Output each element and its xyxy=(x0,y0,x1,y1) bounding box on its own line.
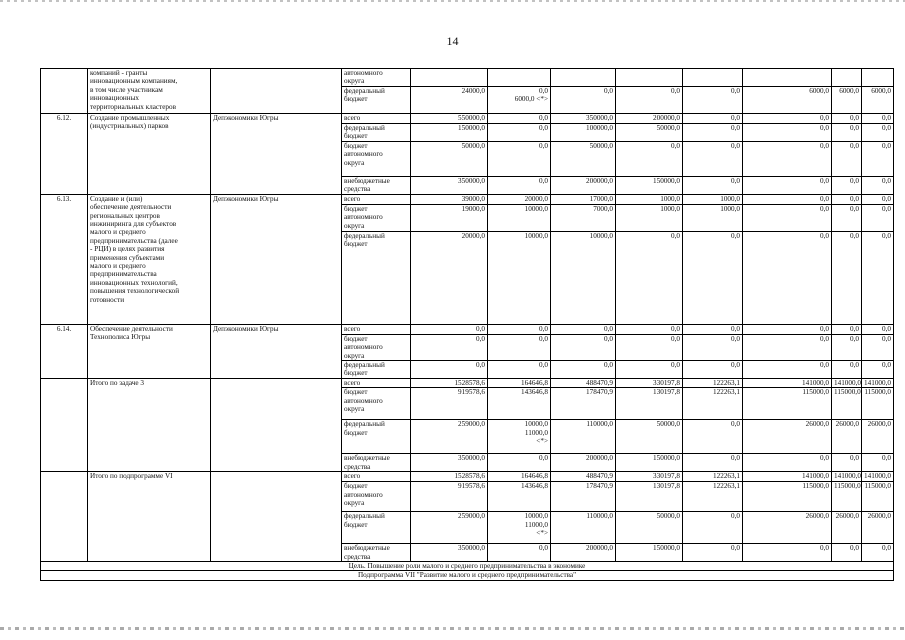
value-cell: 0,0 xyxy=(683,114,743,124)
value-cell: 0,0 xyxy=(551,334,616,360)
value-cell: 0,0 xyxy=(411,334,488,360)
value-cell: 115000,0 xyxy=(862,388,894,420)
executor-cell xyxy=(211,69,342,114)
value-cell: 0,0 xyxy=(832,231,862,324)
funding-source-cell: федеральный бюджет xyxy=(342,124,411,142)
value-cell: 143646,8 xyxy=(488,388,551,420)
value-cell: 1000,0 xyxy=(616,194,683,204)
funding-source-cell: бюджет автономного округа xyxy=(342,482,411,512)
value-cell: 0,0 xyxy=(743,544,832,562)
value-cell: 115000,0 xyxy=(832,482,862,512)
value-cell: 0,0 xyxy=(832,544,862,562)
item-number-cell: 6.14. xyxy=(41,324,88,378)
value-cell: 122263,1 xyxy=(683,388,743,420)
value-cell: 26000,0 xyxy=(832,512,862,544)
value-cell: 0,0 xyxy=(683,87,743,114)
value-cell: 0,0 xyxy=(743,176,832,194)
value-cell: 0,0 xyxy=(743,454,832,472)
value-cell: 0,0 xyxy=(683,324,743,334)
value-cell: 0,0 xyxy=(862,141,894,176)
funding-source-cell: внебюджетные средства xyxy=(342,454,411,472)
value-cell: 488470,9 xyxy=(551,379,616,388)
value-cell: 19000,0 xyxy=(411,204,488,231)
subprogram-row xyxy=(41,571,894,580)
value-cell: 0,0 xyxy=(832,141,862,176)
funding-source-cell: всего xyxy=(342,379,411,388)
value-cell: 200000,0 xyxy=(551,176,616,194)
item-name-cell: Итого по задаче 3 xyxy=(88,379,211,472)
item-number-cell xyxy=(41,472,88,562)
value-cell: 10000,0 11000,0 <*> xyxy=(488,420,551,454)
value-cell: 26000,0 xyxy=(862,420,894,454)
table-row xyxy=(41,194,894,204)
value-cell: 143646,8 xyxy=(488,482,551,512)
value-cell: 110000,0 xyxy=(551,512,616,544)
value-cell: 0,0 xyxy=(743,141,832,176)
subprogram-title: Подпрограмма VII "Развитие малого и среднего предпринимательства" xyxy=(41,571,894,580)
value-cell: 1528578,6 xyxy=(411,472,488,482)
value-cell: 0,0 xyxy=(616,334,683,360)
scan-edge-bottom xyxy=(0,627,905,630)
value-cell: 0,0 6000,0 <*> xyxy=(488,87,551,114)
value-cell: 115000,0 xyxy=(862,482,894,512)
funding-source-cell: бюджет автономного округа xyxy=(342,141,411,176)
executor-cell xyxy=(211,472,342,562)
value-cell: 0,0 xyxy=(488,141,551,176)
value-cell xyxy=(616,69,683,87)
value-cell: 26000,0 xyxy=(832,420,862,454)
funding-source-cell: бюджет автономного округа xyxy=(342,334,411,360)
value-cell: 50000,0 xyxy=(551,141,616,176)
value-cell: 0,0 xyxy=(551,87,616,114)
value-cell: 0,0 xyxy=(862,334,894,360)
table-row xyxy=(41,472,894,482)
value-cell: 10000,0 xyxy=(488,231,551,324)
value-cell xyxy=(862,69,894,87)
value-cell: 122263,1 xyxy=(683,482,743,512)
value-cell: 0,0 xyxy=(743,124,832,142)
value-cell: 0,0 xyxy=(862,204,894,231)
value-cell: 150000,0 xyxy=(411,124,488,142)
value-cell: 141000,0 xyxy=(832,379,862,388)
value-cell: 6000,0 xyxy=(743,87,832,114)
value-cell: 0,0 xyxy=(683,361,743,379)
value-cell xyxy=(411,69,488,87)
value-cell xyxy=(551,69,616,87)
value-cell: 0,0 xyxy=(683,176,743,194)
value-cell: 0,0 xyxy=(862,114,894,124)
funding-source-cell: федеральный бюджет xyxy=(342,361,411,379)
value-cell: 141000,0 xyxy=(743,472,832,482)
value-cell: 0,0 xyxy=(832,324,862,334)
value-cell: 24000,0 xyxy=(411,87,488,114)
value-cell: 178470,9 xyxy=(551,388,616,420)
value-cell: 0,0 xyxy=(743,324,832,334)
value-cell: 26000,0 xyxy=(743,420,832,454)
value-cell: 0,0 xyxy=(488,124,551,142)
value-cell: 0,0 xyxy=(683,124,743,142)
funding-source-cell: всего xyxy=(342,114,411,124)
item-name-cell: Обеспечение деятельности Технополиса Югры xyxy=(88,324,211,378)
funding-source-cell: федеральный бюджет xyxy=(342,512,411,544)
value-cell: 919578,6 xyxy=(411,482,488,512)
value-cell: 0,0 xyxy=(616,361,683,379)
value-cell: 0,0 xyxy=(411,324,488,334)
funding-source-cell: бюджет автономного округа xyxy=(342,204,411,231)
value-cell: 0,0 xyxy=(832,204,862,231)
value-cell: 0,0 xyxy=(683,334,743,360)
value-cell: 0,0 xyxy=(616,324,683,334)
funding-source-cell: внебюджетные средства xyxy=(342,176,411,194)
value-cell: 130197,8 xyxy=(616,388,683,420)
value-cell: 122263,1 xyxy=(683,379,743,388)
value-cell: 0,0 xyxy=(683,141,743,176)
value-cell xyxy=(683,69,743,87)
value-cell: 0,0 xyxy=(862,194,894,204)
executor-cell: Депэкономики Югры xyxy=(211,114,342,195)
value-cell: 1000,0 xyxy=(616,204,683,231)
value-cell: 150000,0 xyxy=(616,176,683,194)
page-number: 14 xyxy=(446,34,459,48)
funding-source-cell: федеральный бюджет xyxy=(342,87,411,114)
value-cell: 200000,0 xyxy=(551,454,616,472)
value-cell: 141000,0 xyxy=(862,379,894,388)
value-cell: 0,0 xyxy=(488,324,551,334)
goal-text: Цель. Повышение роли малого и среднего предпринимательства в экономике xyxy=(41,562,894,571)
value-cell: 50000,0 xyxy=(616,420,683,454)
funding-source-cell: автономного округа xyxy=(342,69,411,87)
budget-table xyxy=(40,68,894,581)
value-cell: 141000,0 xyxy=(862,472,894,482)
funding-source-cell: федеральный бюджет xyxy=(342,231,411,324)
value-cell: 115000,0 xyxy=(743,482,832,512)
executor-cell: Депэкономики Югры xyxy=(211,324,342,378)
value-cell: 0,0 xyxy=(488,454,551,472)
value-cell: 330197,8 xyxy=(616,472,683,482)
value-cell: 164646,8 xyxy=(488,379,551,388)
item-number-cell xyxy=(41,69,88,114)
value-cell: 39000,0 xyxy=(411,194,488,204)
value-cell: 130197,8 xyxy=(616,482,683,512)
value-cell: 200000,0 xyxy=(551,544,616,562)
value-cell: 0,0 xyxy=(551,324,616,334)
value-cell: 141000,0 xyxy=(743,379,832,388)
funding-source-cell: федеральный бюджет xyxy=(342,420,411,454)
value-cell: 100000,0 xyxy=(551,124,616,142)
value-cell: 200000,0 xyxy=(616,114,683,124)
value-cell: 0,0 xyxy=(832,114,862,124)
value-cell: 6000,0 xyxy=(862,87,894,114)
value-cell: 178470,9 xyxy=(551,482,616,512)
value-cell: 10000,0 xyxy=(488,204,551,231)
value-cell: 150000,0 xyxy=(616,544,683,562)
value-cell: 0,0 xyxy=(683,231,743,324)
table-row xyxy=(41,69,894,87)
value-cell: 259000,0 xyxy=(411,512,488,544)
value-cell: 0,0 xyxy=(488,544,551,562)
value-cell: 20000,0 xyxy=(411,231,488,324)
value-cell: 550000,0 xyxy=(411,114,488,124)
value-cell: 0,0 xyxy=(743,231,832,324)
funding-source-cell: всего xyxy=(342,194,411,204)
value-cell: 50000,0 xyxy=(616,124,683,142)
item-name-cell: Итого по подпрограмме VI xyxy=(88,472,211,562)
value-cell: 122263,1 xyxy=(683,472,743,482)
value-cell: 0,0 xyxy=(616,141,683,176)
value-cell: 0,0 xyxy=(862,454,894,472)
value-cell: 0,0 xyxy=(862,231,894,324)
item-number-cell: 6.13. xyxy=(41,194,88,324)
value-cell: 0,0 xyxy=(683,544,743,562)
value-cell xyxy=(832,69,862,87)
goal-row xyxy=(41,562,894,571)
value-cell: 115000,0 xyxy=(832,388,862,420)
value-cell: 350000,0 xyxy=(411,176,488,194)
value-cell xyxy=(743,69,832,87)
value-cell: 0,0 xyxy=(488,334,551,360)
value-cell: 0,0 xyxy=(488,114,551,124)
value-cell: 259000,0 xyxy=(411,420,488,454)
value-cell: 488470,9 xyxy=(551,472,616,482)
executor-cell: Депэкономики Югры xyxy=(211,194,342,324)
value-cell: 0,0 xyxy=(832,124,862,142)
value-cell: 141000,0 xyxy=(832,472,862,482)
value-cell: 0,0 xyxy=(832,176,862,194)
value-cell: 115000,0 xyxy=(743,388,832,420)
value-cell: 0,0 xyxy=(488,176,551,194)
value-cell: 0,0 xyxy=(743,361,832,379)
value-cell: 0,0 xyxy=(683,454,743,472)
value-cell: 17000,0 xyxy=(551,194,616,204)
value-cell: 0,0 xyxy=(683,512,743,544)
value-cell: 0,0 xyxy=(743,194,832,204)
value-cell: 50000,0 xyxy=(616,512,683,544)
value-cell: 0,0 xyxy=(743,334,832,360)
value-cell: 0,0 xyxy=(832,361,862,379)
funding-source-cell: внебюджетные средства xyxy=(342,544,411,562)
value-cell: 1528578,6 xyxy=(411,379,488,388)
value-cell: 164646,8 xyxy=(488,472,551,482)
value-cell: 919578,6 xyxy=(411,388,488,420)
value-cell: 350000,0 xyxy=(551,114,616,124)
value-cell: 10000,0 11000,0 <*> xyxy=(488,512,551,544)
value-cell: 1000,0 xyxy=(683,204,743,231)
value-cell: 0,0 xyxy=(411,361,488,379)
value-cell: 150000,0 xyxy=(616,454,683,472)
value-cell: 10000,0 xyxy=(551,231,616,324)
value-cell: 350000,0 xyxy=(411,454,488,472)
table-row xyxy=(41,324,894,334)
value-cell: 110000,0 xyxy=(551,420,616,454)
funding-source-cell: бюджет автономного округа xyxy=(342,388,411,420)
value-cell: 1000,0 xyxy=(683,194,743,204)
value-cell: 20000,0 xyxy=(488,194,551,204)
value-cell: 26000,0 xyxy=(862,512,894,544)
item-number-cell xyxy=(41,379,88,472)
value-cell: 0,0 xyxy=(832,454,862,472)
item-name-cell: компаний - гранты инновационным компаниям, в том числе участникам инновационных территориальных кластеров xyxy=(88,69,211,114)
funding-source-cell: всего xyxy=(342,324,411,334)
value-cell: 0,0 xyxy=(862,324,894,334)
value-cell xyxy=(488,69,551,87)
item-number-cell: 6.12. xyxy=(41,114,88,195)
table-row xyxy=(41,114,894,124)
value-cell: 350000,0 xyxy=(411,544,488,562)
value-cell: 0,0 xyxy=(862,544,894,562)
value-cell: 0,0 xyxy=(862,124,894,142)
item-name-cell: Создание и (или) обеспечение деятельности региональных центров инжиниринга для субъектов малого и среднего предпринимательства (далее - РЦИ) в целях развития применения субъектами малого и среднего предпринимательства инновационных технологий, повышения технологической готовности xyxy=(88,194,211,324)
value-cell: 0,0 xyxy=(616,87,683,114)
value-cell: 0,0 xyxy=(743,204,832,231)
executor-cell xyxy=(211,379,342,472)
table-row xyxy=(41,379,894,388)
value-cell: 26000,0 xyxy=(743,512,832,544)
value-cell: 0,0 xyxy=(862,361,894,379)
value-cell: 50000,0 xyxy=(411,141,488,176)
value-cell: 0,0 xyxy=(488,361,551,379)
value-cell: 0,0 xyxy=(551,361,616,379)
value-cell: 0,0 xyxy=(743,114,832,124)
funding-source-cell: всего xyxy=(342,472,411,482)
value-cell: 0,0 xyxy=(832,194,862,204)
value-cell: 0,0 xyxy=(832,334,862,360)
value-cell: 6000,0 xyxy=(832,87,862,114)
value-cell: 0,0 xyxy=(683,420,743,454)
value-cell: 0,0 xyxy=(616,231,683,324)
scan-edge-top xyxy=(0,0,905,2)
value-cell: 330197,8 xyxy=(616,379,683,388)
value-cell: 0,0 xyxy=(862,176,894,194)
item-name-cell: Создание промышленных (индустриальных) парков xyxy=(88,114,211,195)
value-cell: 7000,0 xyxy=(551,204,616,231)
